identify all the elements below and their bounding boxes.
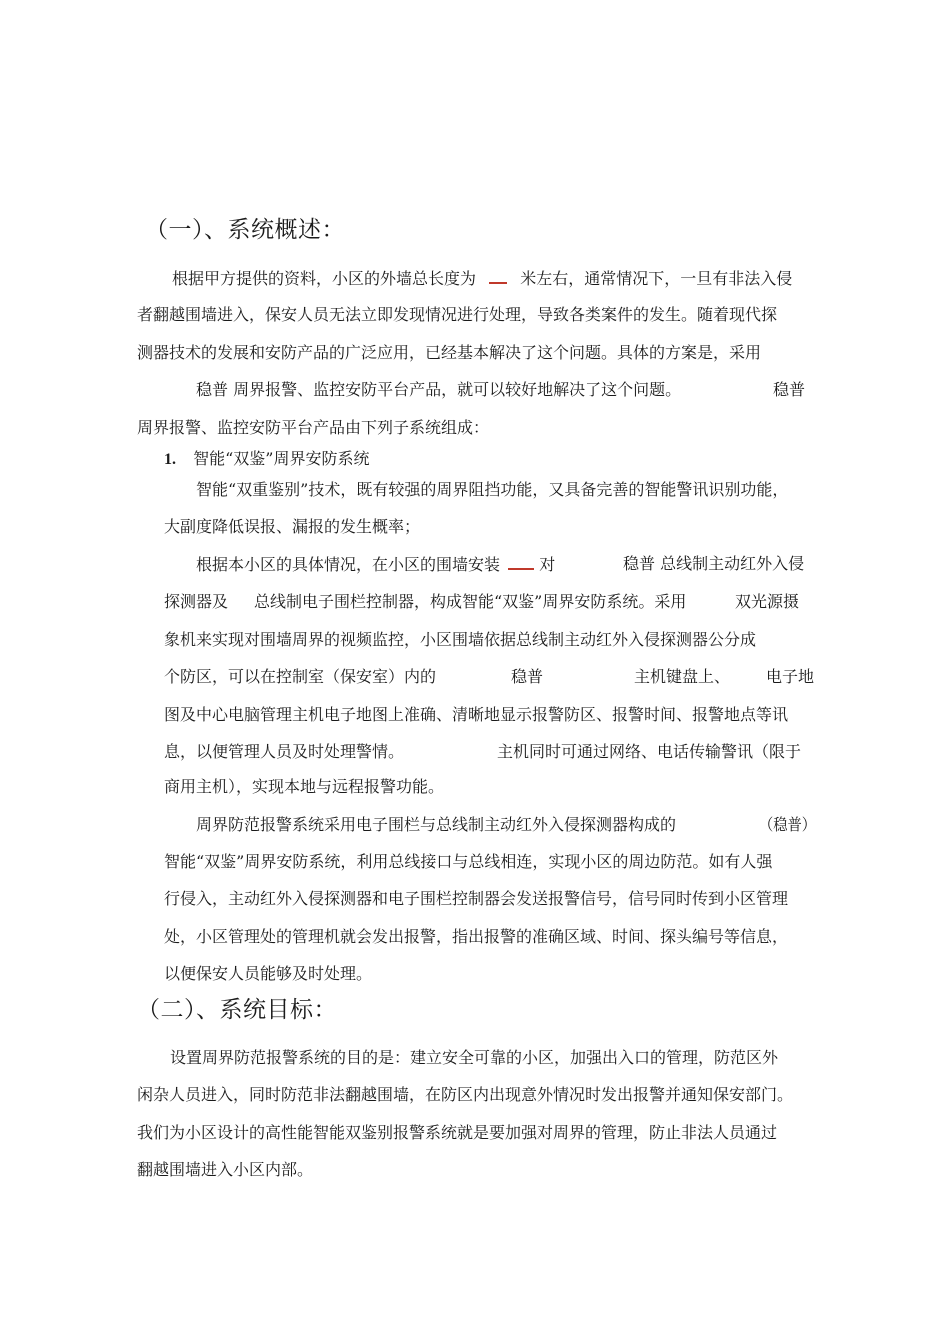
paragraph-line: 我们为小区设计的高性能智能双鉴别报警系统就是要加强对周界的管理，防止非法人员通过 xyxy=(137,1123,778,1142)
paragraph-line: 稳普 总线制主动红外入侵 xyxy=(623,554,805,573)
text-segment: 对 xyxy=(539,555,556,574)
paragraph-line xyxy=(172,268,792,289)
paragraph-line: 探测器及 xyxy=(164,592,229,611)
paragraph-line: （稳普） xyxy=(759,815,817,834)
paragraph-line: 稳普 xyxy=(511,667,544,686)
paragraph-line: 图及中心电脑管理主机电子地图上准确、清晰地显示报警防区、报警时间、报警地点等讯 xyxy=(164,705,789,724)
paragraph-line: 周界防范报警系统采用电子围栏与总线制主动红外入侵探测器构成的 xyxy=(196,815,677,834)
paragraph-line: 稳普 周界报警、监控安防平台产品，就可以较好地解决了这个问题。 xyxy=(196,380,682,399)
paragraph-line: 测器技术的发展和安防产品的广泛应用，已经基本解决了这个问题。具体的方案是，采用 xyxy=(137,343,762,362)
paragraph-line: 行侵入，主动红外入侵探测器和电子围栏控制器会发送报警信号，信号同时传到小区管理 xyxy=(164,889,789,908)
paragraph-line: 总线制电子围栏控制器，构成智能“双鉴”周界安防系统。采用 xyxy=(254,592,687,611)
fill-in-blank xyxy=(489,268,507,284)
paragraph-line: 周界报警、监控安防平台产品由下列子系统组成： xyxy=(137,418,490,437)
text-segment: 米左右，通常情况下，一旦有非法入侵 xyxy=(520,269,793,288)
fill-in-blank xyxy=(508,554,534,570)
paragraph-line: 主机同时可通过网络、电话传输警讯（限于 xyxy=(497,742,802,761)
list-item-title: 智能“双鉴”周界安防系统 xyxy=(193,449,370,468)
paragraph-line: 设置周界防范报警系统的目的是：建立安全可靠的小区，加强出入口的管理，防范区外 xyxy=(170,1048,779,1067)
paragraph-line: 大副度降低误报、漏报的发生概率； xyxy=(164,517,421,536)
paragraph-line: 象机来实现对围墙周界的视频监控，小区围墙依据总线制主动红外入侵探测器公分成 xyxy=(164,630,757,649)
paragraph-line: 息，以便管理人员及时处理警情。 xyxy=(164,742,405,761)
paragraph-line: 者翻越围墙进入，保安人员无法立即发现情况进行处理，导致各类案件的发生。随着现代探 xyxy=(137,305,778,324)
paragraph-line: 稳普 xyxy=(773,380,806,399)
paragraph-line: 双光源摄 xyxy=(735,592,800,611)
section-heading-objectives: （二）、系统目标： xyxy=(137,997,337,1023)
paragraph-line: 处，小区管理处的管理机就会发出报警，指出报警的准确区域、时间、探头编号等信息， xyxy=(164,927,789,946)
paragraph-line: 以便保安人员能够及时处理。 xyxy=(164,964,373,983)
text-segment: 根据甲方提供的资料，小区的外墙总长度为 xyxy=(172,269,477,288)
section-heading-overview: （一）、系统概述： xyxy=(145,217,345,243)
paragraph-line xyxy=(196,554,555,575)
paragraph-line: 个防区，可以在控制室（保安室）内的 xyxy=(164,667,437,686)
list-item-heading xyxy=(164,449,369,470)
paragraph-line: 智能“双重鉴别”技术，既有较强的周界阻挡功能，又具备完善的智能警讯识别功能， xyxy=(196,480,789,499)
paragraph-line: 主机键盘上、 xyxy=(634,667,731,686)
list-number: 1. xyxy=(164,451,176,468)
paragraph-line: 翻越围墙进入小区内部。 xyxy=(137,1160,314,1179)
paragraph-line: 电子地 xyxy=(766,667,815,686)
paragraph-line: 商用主机），实现本地与远程报警功能。 xyxy=(164,777,445,796)
paragraph-line: 智能“双鉴”周界安防系统，利用总线接口与总线相连，实现小区的周边防范。如有人强 xyxy=(164,852,773,871)
paragraph-line: 闲杂人员进入，同时防范非法翻越围墙，在防区内出现意外情况时发出报警并通知保安部门。 xyxy=(137,1085,794,1104)
text-segment: 根据本小区的具体情况，在小区的围墙安装 xyxy=(196,555,501,574)
